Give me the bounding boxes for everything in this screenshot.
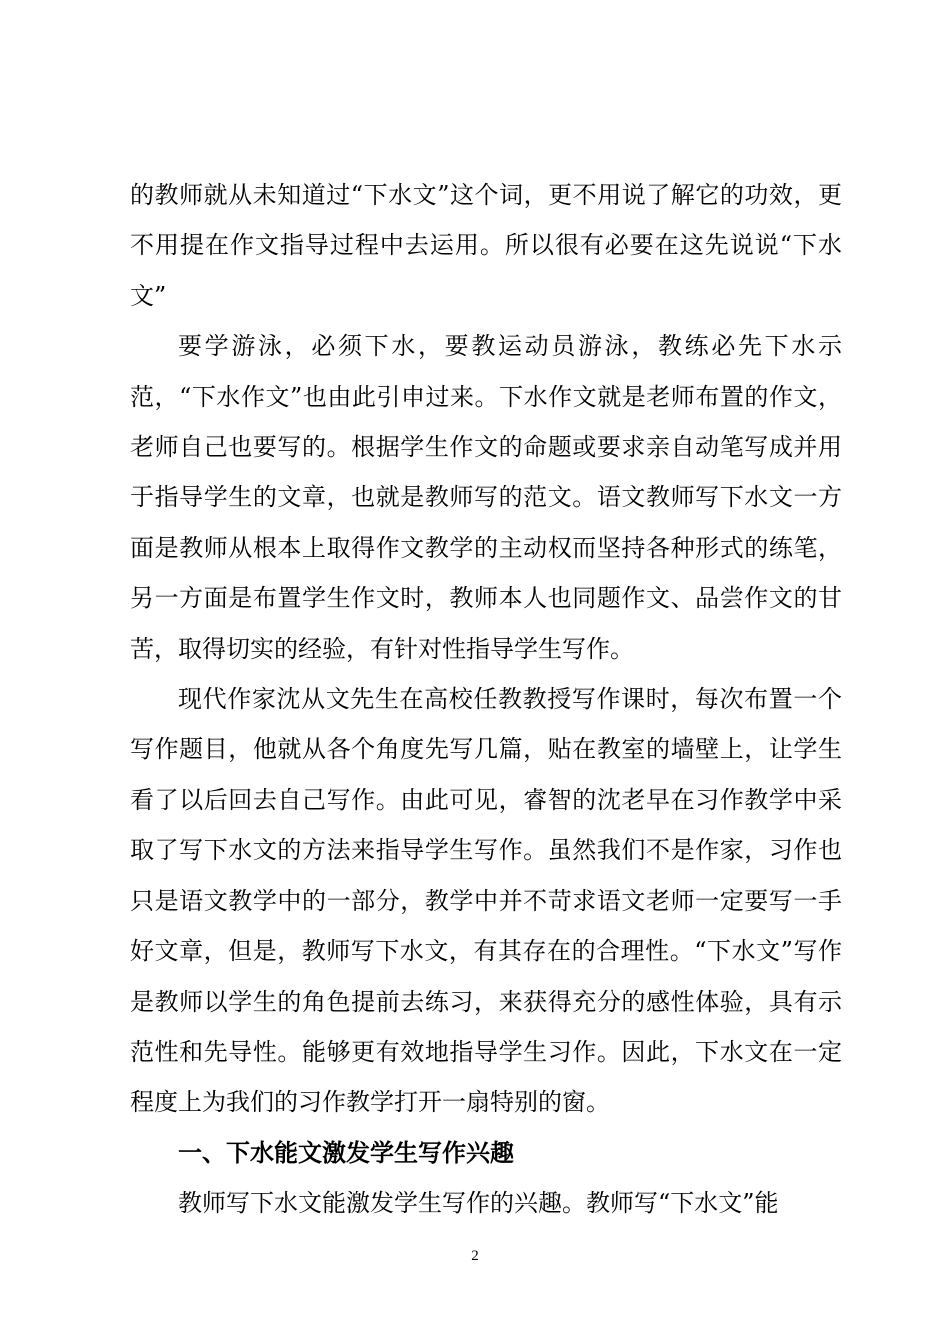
- text-line: 水文”写作是教师以学生的角色提前去练习，来获得充分的感性: [130, 937, 842, 1016]
- section-heading: [130, 1128, 842, 1178]
- text-line: 更不用提在作文指导过程中去运用。所以很有必要在这先说说: [130, 181, 842, 260]
- text-line: “下水作文”也由此引申过来。下水作文就是老师布置的作文，: [179, 382, 843, 411]
- text-line: 习作也只是语文教学中的一部分，教学中并不苛求语文老师一定: [130, 836, 843, 915]
- text-line: 个写作题目，他就从各个角度先写几篇，贴在教室的墙壁上，让学: [130, 685, 842, 764]
- page-number: 2: [471, 1248, 479, 1264]
- text-line: 用于指导学生的文章，也就是教师写的范文。语文教师写下水文: [130, 433, 842, 512]
- text-line: 一方面是教师从根本上取得作文教学的主动权而坚持各种形式: [130, 483, 843, 562]
- document-body: [130, 170, 842, 1229]
- text-line: 要写一手好文章，但是，教师写下水文，有其存在的合理性。“下: [130, 886, 843, 966]
- text-line: 的练笔，另一方面是布置学生作文时，教师本人也同题作文、品尝: [130, 533, 843, 613]
- text-line: 现代作家沈从文先生在高校任教教授写作课时，每次布置一: [178, 685, 818, 714]
- text-line: 的教师就从未知道过“下水文”这个词，更不用说了解它的功效，: [130, 181, 818, 209]
- text-line: 体验，具有示范性和先导性。能够更有效地指导学生习作。因此，: [130, 987, 843, 1066]
- paragraph: [130, 170, 842, 321]
- text-line: 生看了以后回去自己写作。由此可见，睿智的沈老早在习作教学: [130, 735, 842, 814]
- paragraph: [130, 1178, 842, 1228]
- text-line: 下水文在一定程度上为我们的习作教学打开一扇特别的窗。: [130, 1037, 843, 1117]
- text-line: 作文的甘苦，取得切实的经验，有针对性指导学生写作。: [130, 584, 843, 663]
- text-line: 一、下水能文激发学生写作兴趣: [178, 1138, 514, 1167]
- text-line: 中采取了写下水文的方法来指导学生写作。虽然我们不是作家，: [130, 785, 843, 865]
- text-line: 要学游泳，必须下水，要教运动员游泳，教练必先下水示范，: [130, 332, 842, 411]
- paragraph: [130, 674, 842, 1128]
- text-line: 教师写下水文能激发学生写作的兴趣。教师写“下水文”能: [178, 1189, 779, 1218]
- text-line: 老师自己也要写的。根据学生作文的命题或要求亲自动笔写成并: [130, 433, 818, 462]
- text-line: “下水文”: [130, 231, 842, 310]
- paragraph: [130, 321, 842, 674]
